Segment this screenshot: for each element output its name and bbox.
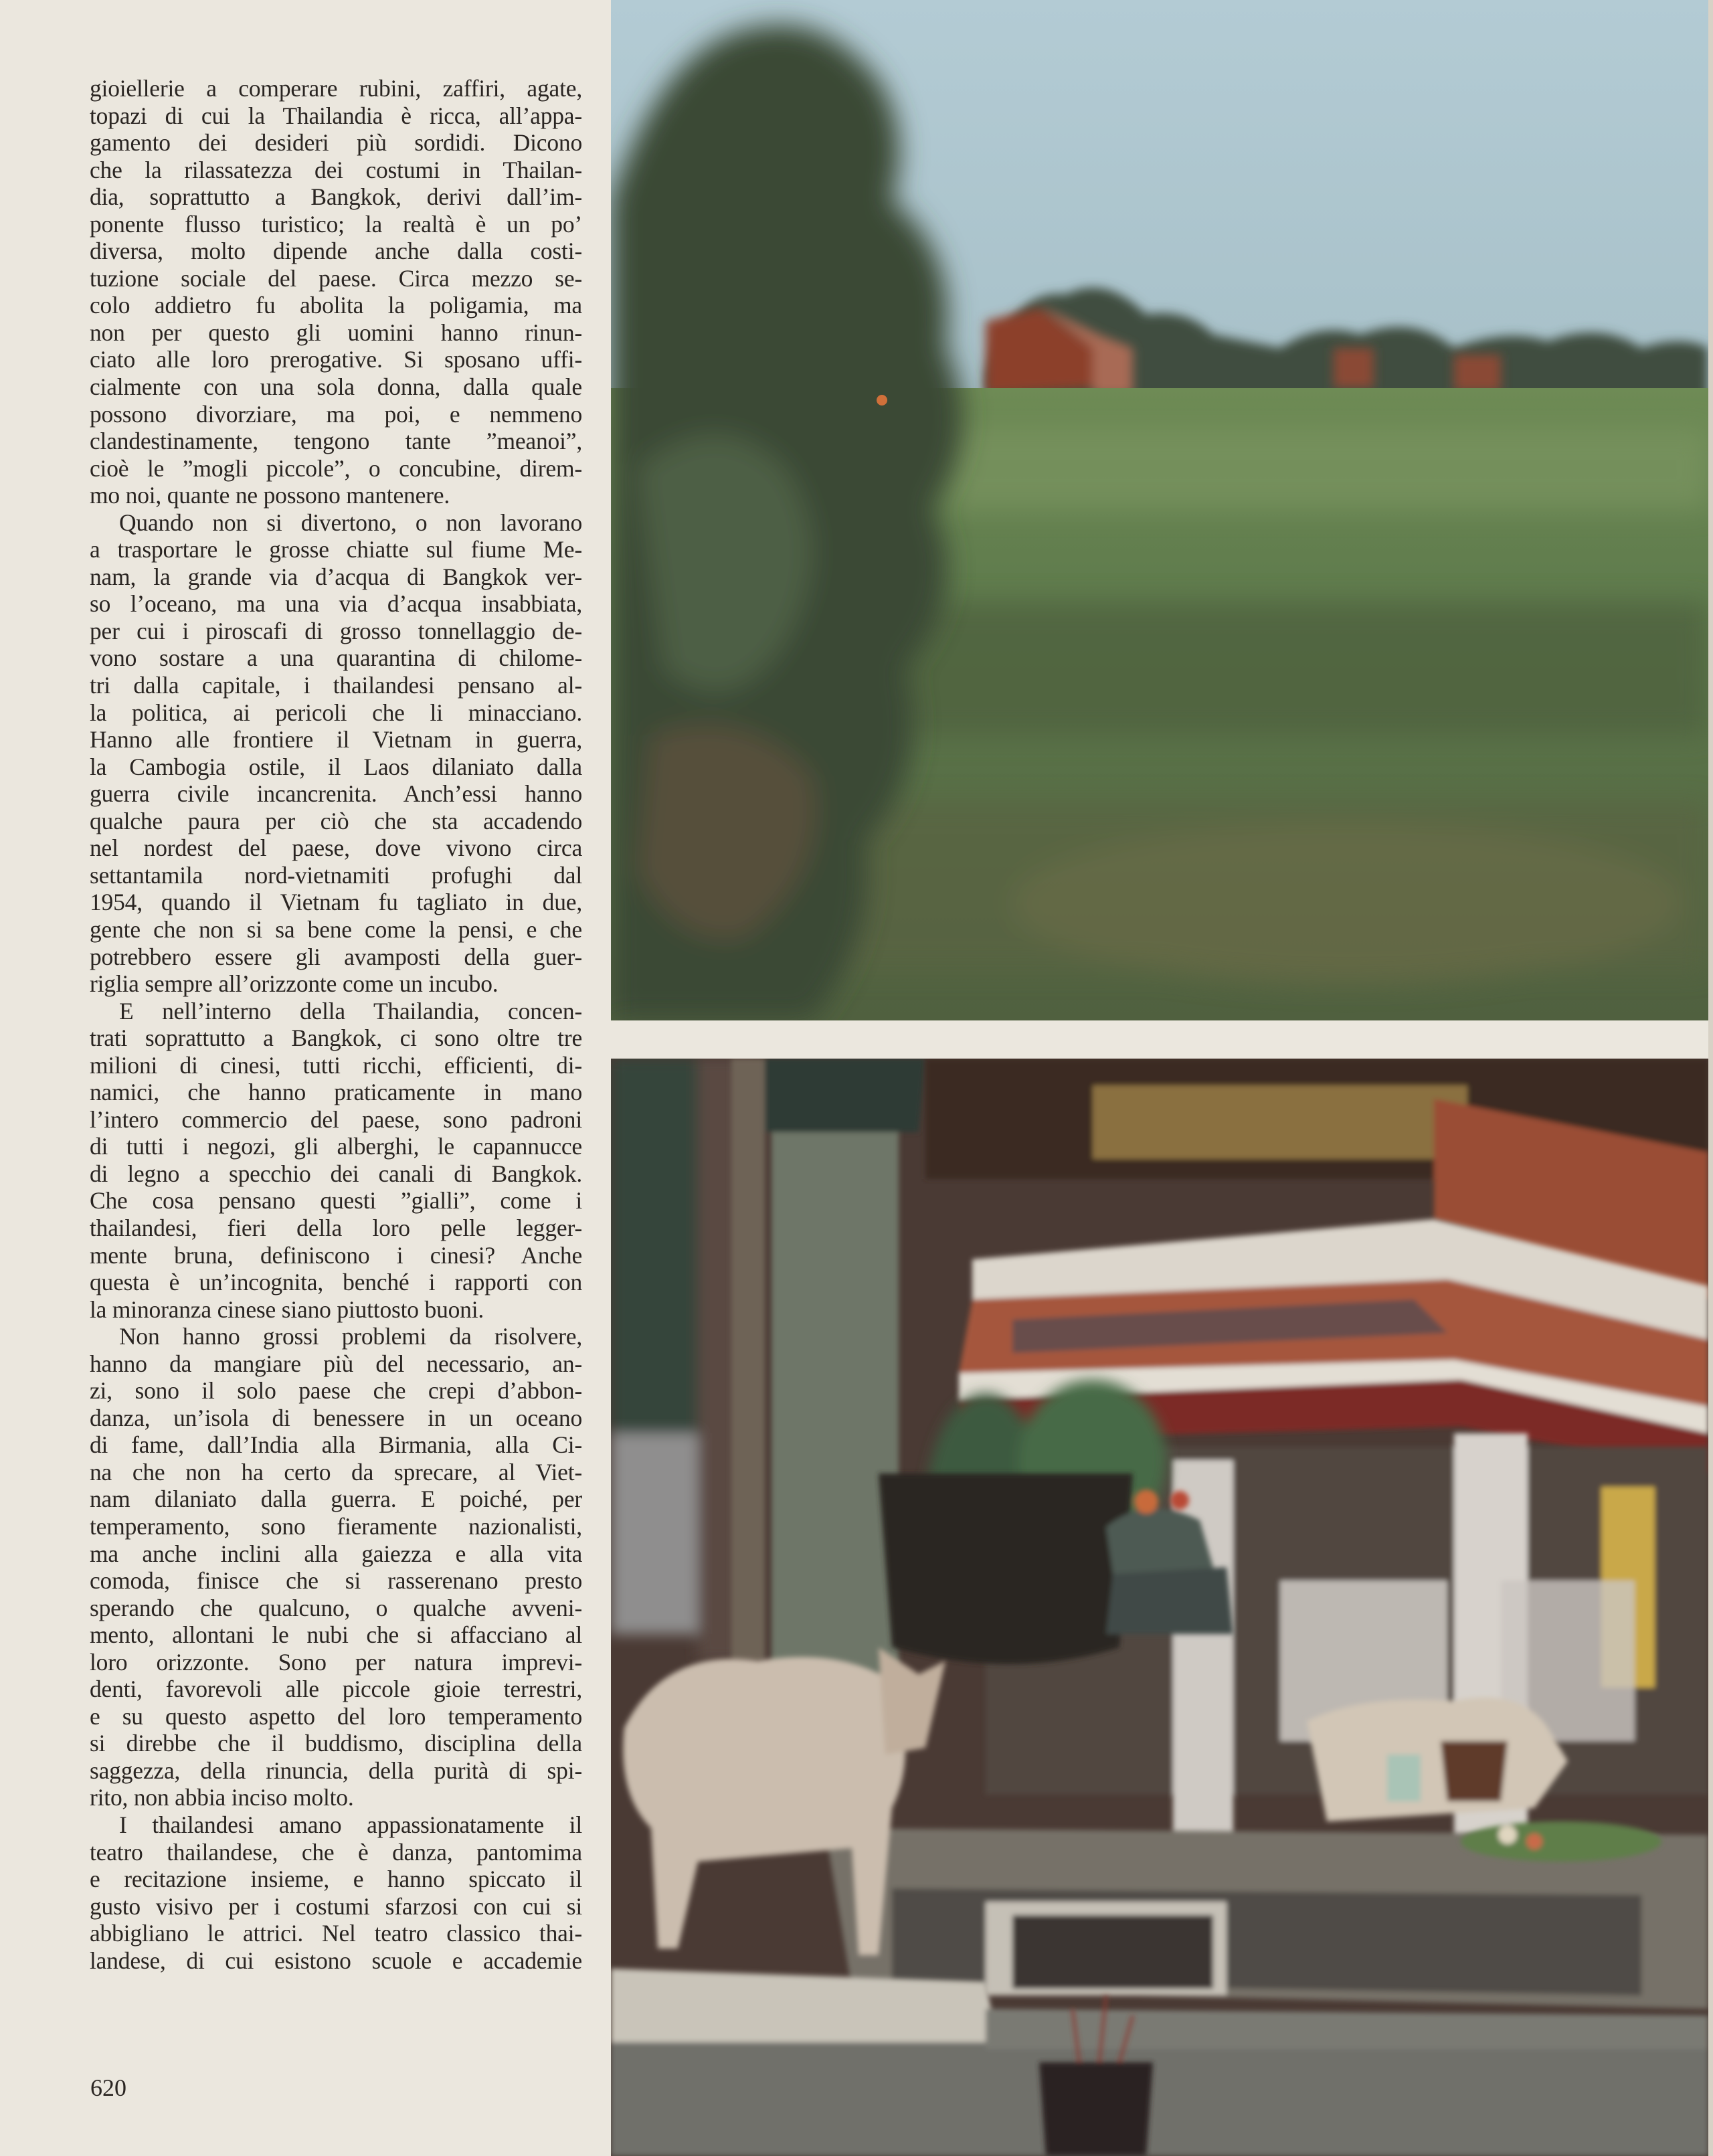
text-line: clandestinamente, tengono tante ”meanoi”, (90, 428, 582, 455)
text-line: per cui i piroscafi di grosso tonnellaggio de- (90, 617, 582, 644)
text-line: thailandesi, fieri della loro pelle legger- (90, 1214, 582, 1241)
text-line: e recitazione insieme, e hanno spiccato il (90, 1866, 582, 1893)
paragraph-first-line: Non hanno grossi problemi da risolvere, (119, 1323, 582, 1350)
text-line: si direbbe che il buddismo, disciplina della (90, 1730, 582, 1757)
text-line: saggezza, della rinuncia, della purità di spi- (90, 1757, 582, 1784)
text-line: cialmente con una sola donna, dalla quale (90, 373, 582, 401)
text-line: tri dalla capitale, i thailandesi pensano al- (90, 672, 582, 699)
text-line: che la rilassatezza dei costumi in Thailan- (90, 156, 582, 183)
text-line: cioè le ”mogli piccole”, o concubine, direm- (90, 454, 582, 482)
text-line: ciato alle loro prerogative. Si sposano uffi- (90, 346, 582, 373)
text-line: landese, di cui esistono scuole e accademie (90, 1947, 582, 1974)
text-line: mento, allontani le nubi che si affacciano al (90, 1621, 582, 1649)
text-line: ponente flusso turistico; la realtà è un po’ (90, 210, 582, 238)
text-line: gamento dei desideri più sordidi. Dicono (90, 129, 582, 157)
text-line: topazi di cui la Thailandia è ricca, all’appa- (90, 102, 582, 129)
text-line: namici, che hanno praticamente in mano (90, 1079, 582, 1106)
text-line: gente che non si sa bene come la pensi, e che (90, 915, 582, 943)
text-line: danza, un’isola di benessere in un oceano (90, 1404, 582, 1431)
landscape-illustration (611, 0, 1708, 1020)
photo-rice-field-landscape (611, 0, 1708, 1020)
text-line: temperamento, sono fieramente nazionalisti, (90, 1512, 582, 1540)
text-line: rito, non abbia inciso molto. (90, 1784, 354, 1811)
text-line: loro orizzonte. Sono per natura imprevi- (90, 1648, 582, 1676)
text-line: di tutti i negozi, gli alberghi, le capannucce (90, 1133, 582, 1160)
text-line: di fame, dall’India alla Birmania, alla Ci- (90, 1431, 582, 1459)
text-line: ma anche inclini alla gaiezza e alla vita (90, 1540, 582, 1567)
paragraph-first-line: E nell’interno della Thailandia, concen- (119, 997, 582, 1024)
text-line: e su questo aspetto del loro temperamento (90, 1702, 582, 1730)
text-line: qualche paura per ciò che sta accadendo (90, 807, 582, 834)
text-line: non per questo gli uomini hanno rinun- (90, 319, 582, 346)
text-line: 1954, quando il Vietnam fu tagliato in due, (90, 889, 582, 916)
text-line: abbigliano le attrici. Nel teatro classico thai- (90, 1920, 582, 1947)
text-line: la politica, ai pericoli che li minacciano. (90, 699, 582, 726)
text-line: colo addietro fu abolita la poligamia, ma (90, 292, 582, 319)
paragraph-first-line: Quando non si divertono, o non lavorano (119, 509, 582, 536)
paragraph-first-line: I thailandesi amano appassionatamente il (119, 1811, 582, 1838)
text-line: na che non ha certo da sprecare, al Viet- (90, 1458, 582, 1486)
text-line: teatro thailandese, che è danza, pantomima (90, 1838, 582, 1866)
text-line: vono sostare a una quarantina di chilome- (90, 644, 582, 672)
text-line: denti, favorevoli alle piccole gioie terrestri, (90, 1676, 582, 1703)
text-line: comoda, finisce che si rasserenano presto (90, 1567, 582, 1595)
text-line: mente bruna, definiscono i cinesi? Anche (90, 1241, 582, 1269)
page-number: 620 (90, 2074, 126, 2101)
text-line: possono divorziare, ma poi, e nemmeno (90, 400, 582, 428)
text-line: diversa, molto dipende anche dalla costi- (90, 238, 582, 265)
text-line: tuzione sociale del paese. Circa mezzo se- (90, 264, 582, 292)
text-line: Hanno alle frontiere il Vietnam in guerra, (90, 726, 582, 753)
text-line: potrebbero essere gli avamposti della guer- (90, 943, 582, 970)
text-line: questa è un’incognita, benché i rapporti con (90, 1269, 582, 1296)
text-line: sperando che qualcuno, o qualche avveni- (90, 1594, 582, 1621)
text-line: di legno a specchio dei canali di Bangkok. (90, 1160, 582, 1187)
text-line: la Cambogia ostile, il Laos dilaniato dalla (90, 753, 582, 780)
page-gutter-edge (1708, 0, 1713, 2156)
text-line: nam, la grande via d’acqua di Bangkok ver- (90, 563, 582, 590)
text-line: la minoranza cinese siano piuttosto buoni. (90, 1295, 484, 1323)
text-line: trati soprattutto a Bangkok, ci sono oltre tre (90, 1024, 582, 1052)
photo-temple-courtyard (611, 1059, 1708, 2156)
text-line: settantamila nord-vietnamiti profughi dal (90, 861, 582, 889)
text-line: l’intero commercio del paese, sono padroni (90, 1105, 582, 1133)
text-line: guerra civile incancrenita. Anch’essi hanno (90, 780, 582, 808)
text-line: gioiellerie a comperare rubini, zaffiri, agate, (90, 75, 582, 102)
text-line: Che cosa pensano questi ”gialli”, come i (90, 1187, 582, 1215)
text-line: zi, sono il solo paese che crepi d’abbon- (90, 1377, 582, 1405)
text-line: gusto visivo per i costumi sfarzosi con cui si (90, 1892, 582, 1920)
temple-illustration (611, 1059, 1708, 2156)
text-line: milioni di cinesi, tutti ricchi, efficienti, di- (90, 1051, 582, 1079)
text-line: hanno da mangiare più del necessario, an- (90, 1350, 582, 1377)
text-line: nel nordest del paese, dove vivono circa (90, 834, 582, 862)
text-line: nam dilaniato dalla guerra. E poiché, per (90, 1486, 582, 1513)
text-line: so l’oceano, ma una via d’acqua insabbiata, (90, 590, 582, 618)
article-text-column (90, 75, 582, 1974)
text-line: dia, soprattutto a Bangkok, derivi dall’im- (90, 183, 582, 211)
text-line: riglia sempre all’orizzonte come un incubo. (90, 970, 499, 998)
text-line: a trasportare le grosse chiatte sul fiume Me- (90, 536, 582, 563)
text-line: mo noi, quante ne possono mantenere. (90, 482, 450, 509)
